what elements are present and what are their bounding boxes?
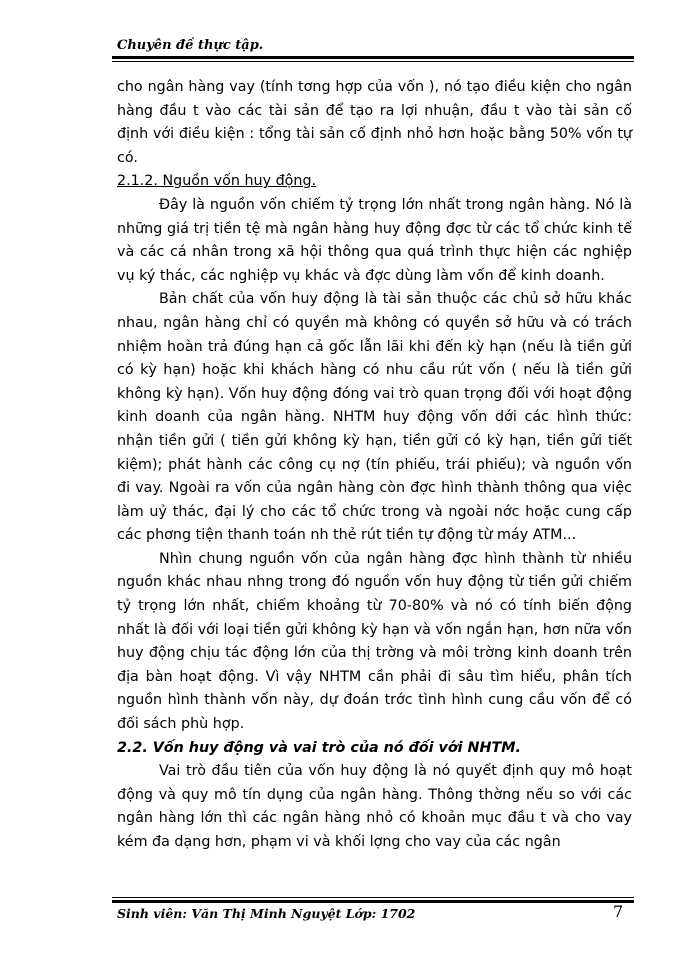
paragraph: Bản chất của vốn huy động là tài sản thuộc các chủ sở hữu khác nhau, ngân hàng chỉ có quyền mà không có quyền sở hữu và có trách nhiệm hoàn trả đúng hạn cả gốc lẫn lãi khi đến kỳ hạn (nếu là tiền gửi có kỳ hạn) hoặc khi khách hàng có nhu cầu rút vốn ( nếu là tiền gửi không kỳ hạn). Vốn huy động đóng vai trò quan trọng đối với hoạt động kinh doanh của ngân hàng. NHTM huy động vốn dới các hình thức: nhận tiền gửi ( tiền gửi không kỳ hạn, tiền gửi có kỳ hạn, tiền gửi tiết kiệm); phát hành các công cụ nợ (tín phiếu, trái phiếu); và nguồn vốn đi vay. Ngoài ra vốn của ngân hàng còn đợc hình thành thông qua việc làm uỷ thác, đại lý cho các tổ chức trong và ngoài nớc hoặc cung cấp các phơng tiện thanh toán nh thẻ rút tiền tự động từ máy ATM... <box>117 291 632 544</box>
footer-rule-thick <box>112 900 634 903</box>
header-rule-thin <box>112 61 634 62</box>
section-heading-2-2: 2.2. Vốn huy động và vai trò của nó đối với NHTM. <box>117 739 521 756</box>
page-number: 7 <box>613 902 624 921</box>
paragraph: cho ngân hàng vay (tính tơng hợp của vốn ), nó tạo điều kiện cho ngân hàng đầu t vào các tài sản để tạo ra lợi nhuận, đầu t vào tài sản cố định với điều kiện : tổng tài sản cố định nhỏ hơn hoặc bằng 50% vốn tự có. <box>117 79 632 166</box>
footer-author: Sinh viên: Văn Thị Minh Nguyệt Lớp: 1702 <box>117 906 416 921</box>
body-text <box>117 76 632 855</box>
paragraph: Đây là nguồn vốn chiếm tỷ trọng lớn nhất trong ngân hàng. Nó là những giá trị tiền tệ mà ngân hàng huy động đợc từ các tổ chức kinh tế và các cá nhân trong xã hội thông qua quá trình thực hiện các nghiệp vụ ký thác, các nghiệp vụ khác và đợc dùng làm vốn để kinh doanh. <box>117 196 632 284</box>
header-rule-thick <box>112 56 634 59</box>
paragraph: Vai trò đầu tiên của vốn huy động là nó quyết định quy mô hoạt động và quy mô tín dụng của ngân hàng. Thông thờng nếu so với các ngân hàng lớn thì các ngân hàng nhỏ có khoản mục đầu t và cho vay kém đa dạng hơn, phạm vi và khối lợng cho vay của các ngân <box>117 763 632 850</box>
paragraph: Nhìn chung nguồn vốn của ngân hàng đợc hình thành từ nhiều nguồn khác nhau nhng trong đó nguồn vốn huy động từ tiền gửi chiếm tỷ trọng lớn nhất, chiếm khoảng từ 70-80% và nó có tính biến động nhất là đối với loại tiền gửi không kỳ hạn và vốn ngắn hạn, hơn nữa vốn huy động chịu tác động lớn của thị trờng và môi trờng kinh doanh trên địa bàn hoạt động. Vì vậy NHTM cần phải đi sâu tìm hiểu, phân tích nguồn hình thành vốn này, dự đoán trớc tình hình cung cầu vốn để có đối sách phù hợp. <box>117 550 632 733</box>
section-heading-2-1-2: 2.1.2. Nguồn vốn huy động. <box>117 173 317 190</box>
footer-rule-thin <box>112 897 634 898</box>
header-title: Chuyên đề thực tập. <box>117 38 264 53</box>
